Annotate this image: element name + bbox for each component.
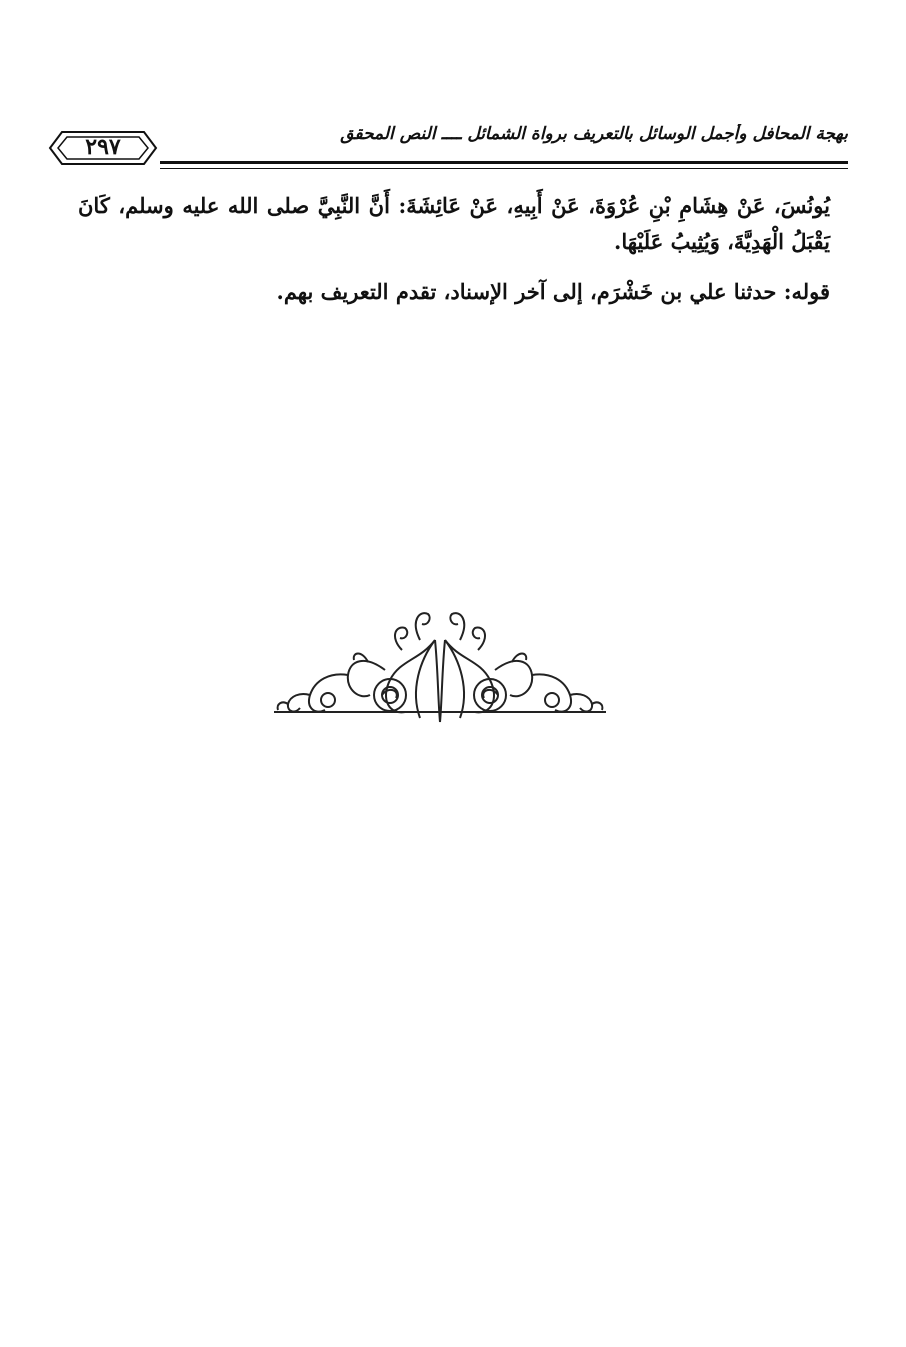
commentary-paragraph: قوله: حدثنا علي بن خَشْرَم، إلى آخر الإسناد، تقدم التعريف بهم. <box>276 279 830 304</box>
running-header <box>48 118 848 178</box>
floral-scroll-ornament-icon <box>270 600 610 730</box>
page-number-badge <box>48 128 158 168</box>
header-rule-thin <box>160 168 848 169</box>
hadith-paragraph: يُونُسَ، عَنْ هِشَامِ بْنِ عُرْوَةَ، عَنْ أَبِيهِ، عَنْ عَائِشَةَ: أَنَّ النَّبِيَّ صلى الله عليه وسلم، كَانَ يَقْبَلُ الْهَدِيَّةَ، وَيُثِيبُ عَلَيْهَا. <box>78 193 830 254</box>
main-text <box>78 188 830 310</box>
page-number: ٢٩٧ <box>85 134 121 160</box>
header-rule-thick <box>160 161 848 164</box>
running-title: بهجة المحافل وأجمل الوسائل بالتعريف برواة الشمائل ــــ النص المحقق <box>340 124 848 144</box>
